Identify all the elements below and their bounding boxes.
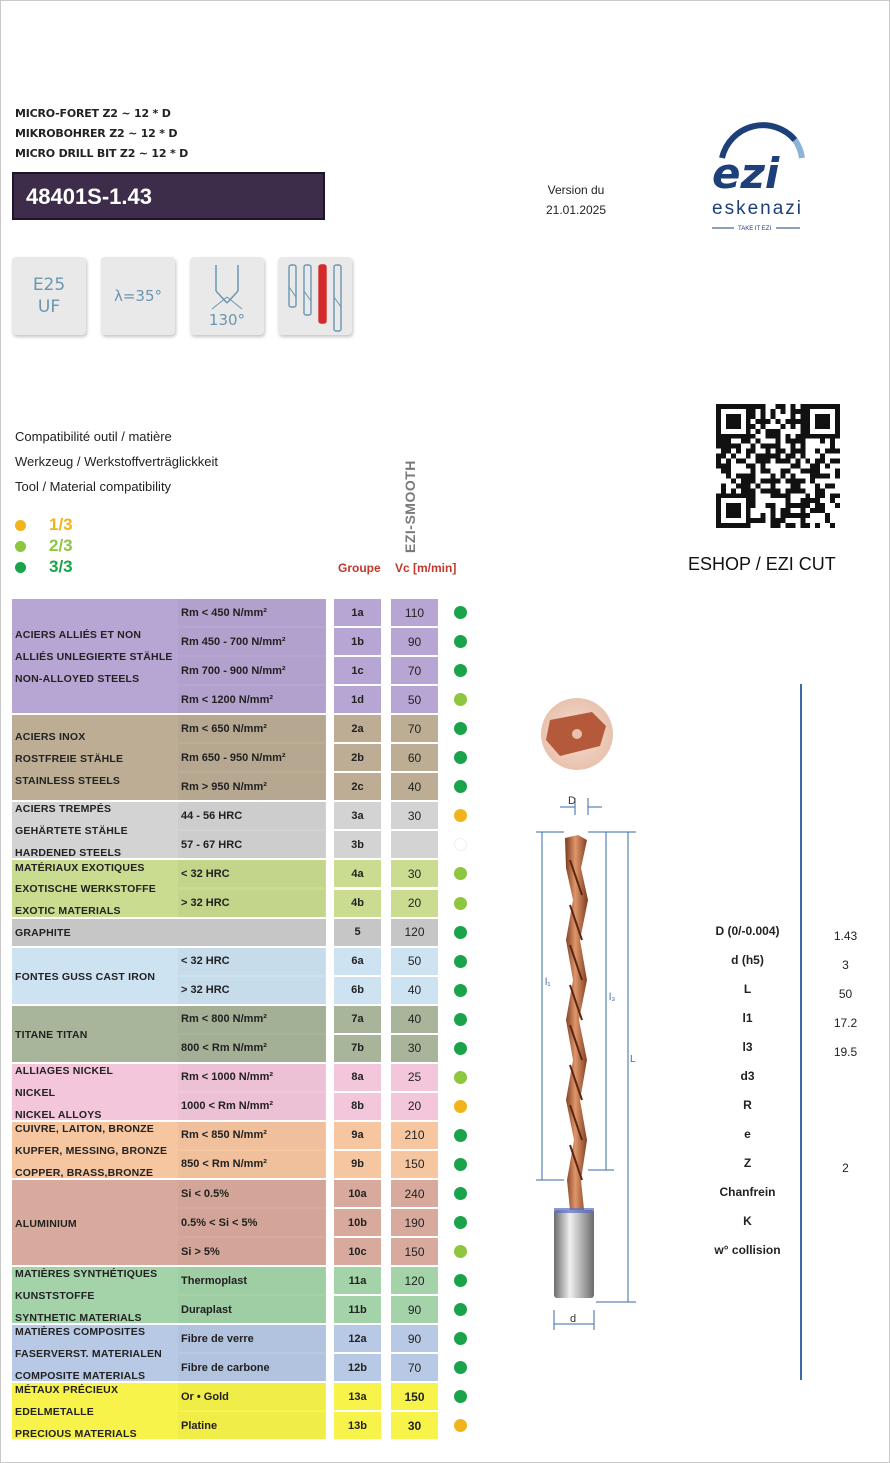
group-code: 2a xyxy=(351,722,364,735)
title-en: MICRO DRILL BIT Z2 ~ 12 * D xyxy=(15,147,189,160)
group-code: 10b xyxy=(348,1216,367,1229)
group-cell xyxy=(334,1093,381,1120)
spec-divider xyxy=(800,684,802,1380)
compatibility-dot-icon xyxy=(454,955,467,968)
vc-cell xyxy=(391,948,438,975)
dim-L-label: L xyxy=(630,1054,636,1065)
spec-label: Z xyxy=(743,1156,752,1170)
material-name: SYNTHETIC MATERIALS xyxy=(15,1312,142,1325)
vc-cell xyxy=(391,1296,438,1323)
group-cell xyxy=(334,1151,381,1178)
vc-value: 30 xyxy=(407,1041,422,1056)
condition-cell xyxy=(178,628,325,655)
group-code: 12b xyxy=(348,1361,367,1374)
spec-value: 50 xyxy=(838,987,853,1001)
group-cell xyxy=(334,1296,381,1323)
material-name: MATIÈRES SYNTHÉTIQUES xyxy=(15,1268,158,1281)
legend-dot-icon xyxy=(15,541,26,552)
group-cell xyxy=(334,1383,381,1410)
compat-line-de: Werkzeug / Werkstoffverträglickkeit xyxy=(15,454,219,469)
material-name: MATÉRIAUX EXOTIQUES xyxy=(15,861,145,874)
spec-value: 3 xyxy=(842,958,849,972)
legend-dot-icon xyxy=(15,562,26,573)
vc-value: 120 xyxy=(404,1273,425,1288)
vc-cell xyxy=(391,890,438,917)
condition-cell xyxy=(178,1238,325,1265)
dim-d-label: d xyxy=(570,1313,577,1325)
material-name: ACIERS ALLIÉS ET NON xyxy=(15,629,142,642)
group-code: 7b xyxy=(351,1042,364,1055)
condition-cell xyxy=(178,599,325,626)
coating-line1: E25 xyxy=(32,275,66,295)
condition-cell xyxy=(178,1383,325,1410)
group-code: 9b xyxy=(351,1158,364,1171)
vc-cell xyxy=(391,1238,438,1265)
dim-D-label: D xyxy=(568,795,576,807)
material-name: KUNSTSTOFFE xyxy=(15,1290,95,1303)
condition-cell xyxy=(178,1296,325,1323)
group-code: 13b xyxy=(348,1419,367,1432)
vc-value: 120 xyxy=(404,925,425,940)
compatibility-dot-icon xyxy=(454,1013,467,1026)
group-cell xyxy=(334,686,381,713)
group-code: 2c xyxy=(351,780,364,793)
vc-cell xyxy=(391,715,438,742)
condition-text: Rm 700 - 900 N/mm² xyxy=(181,664,286,677)
material-name: MÉTAUX PRÉCIEUX xyxy=(15,1384,119,1397)
vc-value: 20 xyxy=(407,1099,422,1114)
condition-text: Si > 5% xyxy=(181,1245,220,1258)
group-cell xyxy=(334,1412,381,1439)
vc-value: 25 xyxy=(407,1070,422,1085)
spec-label: d (h5) xyxy=(731,953,764,967)
spec-label: d3 xyxy=(740,1069,755,1083)
vc-cell xyxy=(391,1412,438,1439)
title-de: MIKROBOHRER Z2 ~ 12 * D xyxy=(15,127,178,140)
compatibility-dot-icon xyxy=(454,1129,467,1142)
compatibility-dot-icon xyxy=(454,1100,467,1113)
vc-value: 150 xyxy=(404,1157,425,1172)
compatibility-dot-icon xyxy=(454,1071,467,1084)
material-name: COMPOSITE MATERIALS xyxy=(15,1370,146,1383)
group-code: 5 xyxy=(354,926,361,939)
group-code: 9a xyxy=(351,1129,364,1142)
vc-value: 210 xyxy=(404,1128,425,1143)
vc-value: 150 xyxy=(404,1244,425,1259)
group-code: 11b xyxy=(348,1303,367,1316)
group-code: 6b xyxy=(351,984,364,997)
material-name: ALLIÉS UNLEGIERTE STÄHLE xyxy=(15,651,173,664)
condition-cell xyxy=(178,1151,325,1178)
spec-label: K xyxy=(743,1214,752,1228)
group-code: 10c xyxy=(348,1245,367,1258)
drill-drawing xyxy=(520,690,650,1340)
group-code: 1a xyxy=(351,606,364,619)
spec-label: L xyxy=(743,982,752,996)
vc-cell xyxy=(391,1064,438,1091)
compatibility-dot-icon xyxy=(454,635,467,648)
material-name: HARDENED STEELS xyxy=(15,847,122,860)
condition-text: Thermoplast xyxy=(181,1274,248,1287)
drill-length-icon xyxy=(278,257,352,335)
reference-number: 48401S-1.43 xyxy=(26,184,152,209)
compatibility-heading xyxy=(15,424,218,499)
condition-text: 57 - 67 HRC xyxy=(181,838,243,851)
vc-cell xyxy=(391,1383,438,1410)
coating-icon xyxy=(12,257,86,335)
dim-l3-label: l₃ xyxy=(609,992,616,1003)
group-cell xyxy=(334,744,381,771)
vc-cell xyxy=(391,1006,438,1033)
drill-diagram-icon xyxy=(520,690,650,1340)
condition-text: Rm < 1200 N/mm² xyxy=(181,693,274,706)
spec-value: 1.43 xyxy=(833,929,858,943)
group-cell xyxy=(334,1035,381,1062)
vc-value: 190 xyxy=(404,1215,425,1230)
condition-cell xyxy=(178,831,325,858)
vc-cell xyxy=(391,628,438,655)
condition-text: 44 - 56 HRC xyxy=(181,809,243,822)
group-code: 12a xyxy=(348,1332,367,1345)
condition-cell xyxy=(178,686,325,713)
legend-label: 3/3 xyxy=(49,557,73,576)
vc-value: 110 xyxy=(404,605,425,620)
version-date: 21.01.2025 xyxy=(545,203,607,217)
group-cell xyxy=(334,628,381,655)
vc-cell xyxy=(391,1180,438,1207)
eskenazi-logo xyxy=(700,108,810,234)
group-cell xyxy=(334,1122,381,1149)
condition-cell xyxy=(178,1412,325,1439)
compatibility-dot-icon xyxy=(454,1158,467,1171)
condition-cell xyxy=(178,1006,325,1033)
condition-cell xyxy=(178,1035,325,1062)
compat-line-en: Tool / Material compatibility xyxy=(15,479,172,494)
vc-value: 90 xyxy=(407,1331,422,1346)
vc-cell xyxy=(391,1325,438,1352)
group-cell xyxy=(334,1354,381,1381)
group-code: 3a xyxy=(351,809,364,822)
group-cell xyxy=(334,599,381,626)
material-name: GRAPHITE xyxy=(15,927,71,940)
vc-value: 30 xyxy=(407,866,422,881)
logo-tagline: TAKE IT EZI xyxy=(738,226,772,232)
material-name: MATIÈRES COMPOSITES xyxy=(15,1326,146,1339)
material-name: KUPFER, MESSING, BRONZE xyxy=(15,1144,168,1157)
group-code: 8b xyxy=(351,1100,364,1113)
material-name: PRECIOUS MATERIALS xyxy=(15,1428,137,1441)
condition-cell xyxy=(178,860,325,887)
helix-angle-icon xyxy=(101,257,175,335)
reference-box xyxy=(12,172,325,220)
vc-value: 40 xyxy=(407,1012,422,1027)
condition-cell xyxy=(178,977,325,1004)
vc-cell xyxy=(391,686,438,713)
condition-cell xyxy=(178,744,325,771)
compatibility-dot-icon xyxy=(454,897,467,910)
vc-value: 90 xyxy=(407,1302,422,1317)
group-cell xyxy=(334,802,381,829)
condition-cell xyxy=(178,802,325,829)
legend-label: 2/3 xyxy=(49,536,73,555)
group-cell xyxy=(334,657,381,684)
group-code: 1d xyxy=(351,693,364,706)
title-fr: MICRO-FORET Z2 ~ 12 * D xyxy=(15,107,171,120)
group-cell xyxy=(334,1064,381,1091)
spec-label: e xyxy=(744,1127,751,1141)
spec-value: 2 xyxy=(842,1161,849,1175)
group-cell xyxy=(334,1238,381,1265)
compatibility-dot-icon xyxy=(454,926,467,939)
material-name: ALUMINIUM xyxy=(15,1217,77,1230)
condition-text: Fibre de carbone xyxy=(181,1361,270,1374)
condition-text: Rm < 1000 N/mm² xyxy=(181,1071,274,1084)
vc-cell xyxy=(391,1122,438,1149)
condition-text: Fibre de verre xyxy=(181,1332,254,1345)
condition-text: Rm < 850 N/mm² xyxy=(181,1129,267,1142)
condition-cell xyxy=(178,948,325,975)
condition-text: 0.5% < Si < 5% xyxy=(181,1216,258,1229)
material-name: ACIERS INOX xyxy=(15,730,86,743)
vc-value: 50 xyxy=(407,692,422,707)
vc-value: 40 xyxy=(407,779,422,794)
group-code: 10a xyxy=(348,1187,367,1200)
group-code: 6a xyxy=(351,955,364,968)
group-code: 11a xyxy=(348,1274,367,1287)
vc-cell xyxy=(391,1035,438,1062)
group-cell xyxy=(334,831,381,858)
material-name: ALLIAGES NICKEL xyxy=(15,1064,114,1077)
compatibility-dot-icon xyxy=(454,606,467,619)
condition-text: > 32 HRC xyxy=(181,897,230,910)
condition-cell xyxy=(178,1267,325,1294)
vc-value: 70 xyxy=(407,721,422,736)
group-cell xyxy=(334,715,381,742)
vc-cell xyxy=(391,1354,438,1381)
vc-cell xyxy=(391,1209,438,1236)
group-code: 1c xyxy=(351,664,364,677)
group-code: 1b xyxy=(351,635,364,648)
condition-text: Rm < 800 N/mm² xyxy=(181,1013,267,1026)
groupe-header: Groupe xyxy=(338,561,381,575)
version-info xyxy=(512,180,640,220)
material-name: FONTES GUSS CAST IRON xyxy=(15,970,156,983)
vc-cell xyxy=(391,599,438,626)
material-name: TITANE TITAN xyxy=(15,1028,88,1041)
group-cell xyxy=(334,860,381,887)
group-cell xyxy=(334,977,381,1004)
spec-label: l3 xyxy=(742,1040,753,1054)
drill-lengths-icon xyxy=(278,257,352,335)
condition-cell xyxy=(178,1325,325,1352)
condition-text: Duraplast xyxy=(181,1303,232,1316)
eshop-caption: ESHOP / EZI CUT xyxy=(688,554,836,574)
material-name: ACIERS TREMPÉS xyxy=(15,803,112,816)
group-cell xyxy=(334,1209,381,1236)
condition-text: Rm > 950 N/mm² xyxy=(181,780,267,793)
product-titles xyxy=(15,104,188,164)
group-code: 8a xyxy=(351,1071,364,1084)
vc-cell xyxy=(391,744,438,771)
material-name: NON-ALLOYED STEELS xyxy=(15,673,140,686)
condition-text: > 32 HRC xyxy=(181,984,230,997)
group-cell xyxy=(334,919,381,946)
dim-l1-label: l₁ xyxy=(545,977,551,988)
vc-value: 40 xyxy=(407,983,422,998)
group-cell xyxy=(334,1325,381,1352)
condition-text: Si < 0.5% xyxy=(181,1187,230,1200)
condition-cell xyxy=(178,1354,325,1381)
spec-label: R xyxy=(743,1098,752,1112)
condition-cell xyxy=(178,1180,325,1207)
spec-value: 19.5 xyxy=(833,1045,858,1059)
compatibility-dot-icon xyxy=(454,984,467,997)
vc-cell xyxy=(391,1267,438,1294)
condition-text: 850 < Rm N/mm² xyxy=(181,1158,267,1171)
qr-code-icon[interactable] xyxy=(716,402,840,530)
vc-value: 240 xyxy=(404,1186,425,1201)
group-cell xyxy=(334,1180,381,1207)
spec-label: w° collision xyxy=(714,1243,781,1257)
vc-cell xyxy=(391,1151,438,1178)
material-name: CUIVRE, LAITON, BRONZE xyxy=(15,1122,154,1135)
spec-label: Chanfrein xyxy=(719,1185,776,1199)
group-code: 4b xyxy=(351,897,364,910)
helix-angle-label: λ=35° xyxy=(113,287,163,305)
condition-cell xyxy=(178,1209,325,1236)
material-name: STAINLESS STEELS xyxy=(15,774,121,787)
vc-cell xyxy=(391,977,438,1004)
compatibility-dot-icon xyxy=(454,1042,467,1055)
condition-cell xyxy=(178,1093,325,1120)
vc-value: 60 xyxy=(407,750,422,765)
condition-cell xyxy=(178,890,325,917)
logo-mark-icon xyxy=(700,108,810,234)
group-cell xyxy=(334,1267,381,1294)
group-code: 13a xyxy=(348,1390,367,1403)
group-code: 2b xyxy=(351,751,364,764)
group-cell xyxy=(334,1006,381,1033)
material-name: EDELMETALLE xyxy=(15,1406,95,1419)
condition-text: 800 < Rm N/mm² xyxy=(181,1042,267,1055)
material-name: GEHÄRTETE STÄHLE xyxy=(15,825,128,838)
condition-cell xyxy=(178,657,325,684)
vc-value: 20 xyxy=(407,896,422,911)
group-code: 7a xyxy=(351,1013,364,1026)
legend-label: 1/3 xyxy=(49,515,73,534)
material-name: EXOTISCHE WERKSTOFFE xyxy=(15,883,156,896)
condition-text: Rm 650 - 950 N/mm² xyxy=(181,751,286,764)
vc-value: 90 xyxy=(407,634,422,649)
material-name: ROSTFREIE STÄHLE xyxy=(15,752,124,765)
condition-cell xyxy=(178,1122,325,1149)
point-angle-label: 130° xyxy=(208,311,246,329)
condition-text: Or • Gold xyxy=(181,1390,229,1403)
condition-text: 1000 < Rm N/mm² xyxy=(181,1100,274,1113)
vc-cell xyxy=(391,860,438,887)
compat-line-fr: Compatibilité outil / matière xyxy=(15,429,172,444)
condition-cell xyxy=(178,773,325,800)
material-name: NICKEL ALLOYS xyxy=(15,1108,102,1121)
vc-value: 30 xyxy=(407,808,422,823)
point-angle-icon xyxy=(190,257,264,335)
vc-value: 150 xyxy=(404,1389,425,1404)
condition-text: Platine xyxy=(181,1419,218,1432)
condition-text: Rm 450 - 700 N/mm² xyxy=(181,635,286,648)
material-name: FASERVERST. MATERIALEN xyxy=(15,1348,162,1361)
vc-cell xyxy=(391,657,438,684)
material-name: COPPER, BRASS,BRONZE xyxy=(15,1166,154,1179)
vc-value: 50 xyxy=(407,954,422,969)
spec-value: 17.2 xyxy=(833,1016,858,1030)
legend-dot-icon xyxy=(15,520,26,531)
group-cell xyxy=(334,948,381,975)
condition-text: Rm < 650 N/mm² xyxy=(181,722,267,735)
compatibility-dot-icon xyxy=(454,1216,467,1229)
group-code: 4a xyxy=(351,867,364,880)
condition-cell xyxy=(178,1064,325,1091)
vc-cell xyxy=(391,1093,438,1120)
group-cell xyxy=(334,890,381,917)
vc-cell xyxy=(391,831,438,858)
group-code: 3b xyxy=(351,838,364,851)
group-cell xyxy=(334,773,381,800)
condition-text: < 32 HRC xyxy=(181,955,230,968)
condition-text: < 32 HRC xyxy=(181,867,230,880)
vc-header: Vc [m/min] xyxy=(395,561,457,575)
material-block xyxy=(12,919,326,946)
vc-cell xyxy=(391,802,438,829)
product-column-header: EZI-SMOOTH xyxy=(402,460,418,553)
condition-text: Rm < 450 N/mm² xyxy=(181,606,267,619)
compatibility-dot-icon xyxy=(454,1187,467,1200)
coating-line2: UF xyxy=(37,297,61,317)
spec-label: D (0/-0.004) xyxy=(715,924,780,938)
spec-label: l1 xyxy=(742,1011,753,1025)
material-name: NICKEL xyxy=(15,1086,56,1099)
condition-cell xyxy=(178,715,325,742)
vc-value: 30 xyxy=(407,1418,422,1433)
vc-value: 70 xyxy=(407,1360,422,1375)
vc-cell xyxy=(391,919,438,946)
logo-name: eskenazi xyxy=(712,198,803,219)
material-name: EXOTIC MATERIALS xyxy=(15,905,121,918)
version-label: Version du xyxy=(547,183,605,197)
vc-cell xyxy=(391,773,438,800)
vc-value: 70 xyxy=(407,663,422,678)
logo-mark: ezi xyxy=(712,149,780,198)
